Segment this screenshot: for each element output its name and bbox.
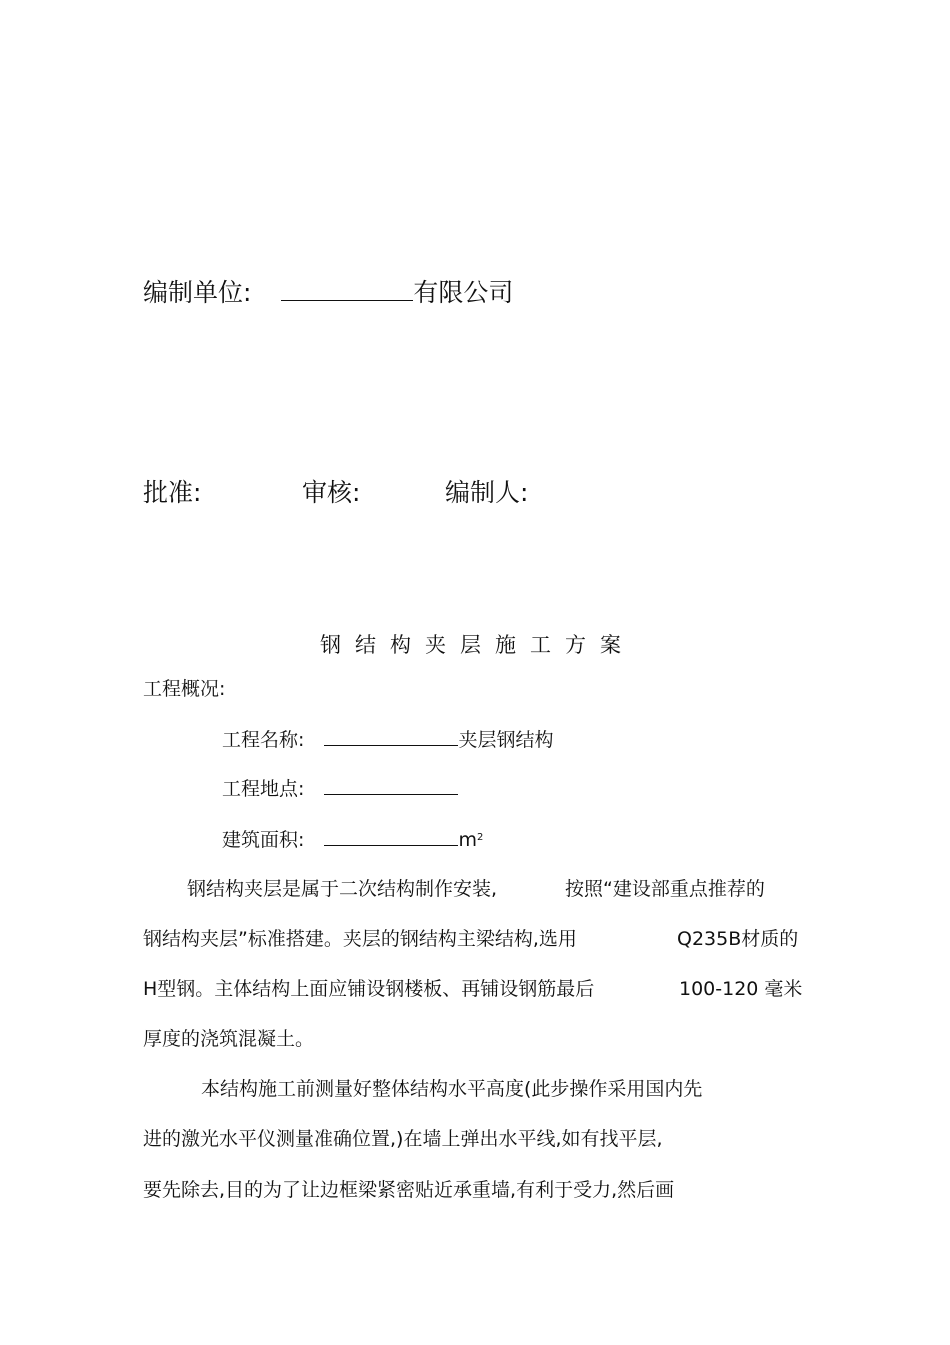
- area-unit: m: [458, 829, 477, 851]
- para2-line3: 要先除去,目的为了让边框梁紧密贴近承重墙,有利于受力,然后画: [143, 1179, 675, 1201]
- compiler-unit-suffix: 有限公司: [413, 278, 514, 307]
- project-site-blank: [324, 794, 458, 795]
- approve-label: 批准:: [143, 478, 202, 507]
- para1-line4: 厚度的浇筑混凝土。: [143, 1028, 315, 1050]
- project-name-blank: [324, 745, 458, 746]
- para1-line1b: 按照“建设部重点推荐的: [565, 878, 765, 900]
- document-title: 钢结构夹层施工方案: [320, 633, 635, 657]
- para2-line2: 进的激光水平仪测量准确位置,)在墙上弹出水平线,如有找平层,: [143, 1128, 663, 1150]
- compiler-unit-line: [143, 278, 513, 308]
- para1-line1a: 钢结构夹层是属于二次结构制作安装,: [187, 878, 498, 900]
- overview-heading: 工程概况:: [143, 678, 226, 700]
- project-name-label: 工程名称:: [222, 729, 305, 751]
- compiler-unit-blank: [281, 300, 413, 301]
- review-label: 审核:: [302, 478, 361, 507]
- project-site-label: 工程地点:: [222, 778, 305, 800]
- para1-line2b: Q235B材质的: [677, 928, 799, 950]
- para1-line2a: 钢结构夹层”标准搭建。夹层的钢结构主梁结构,选用: [143, 928, 577, 950]
- project-name-suffix: 夹层钢结构: [458, 729, 554, 751]
- author-label: 编制人:: [445, 478, 529, 507]
- compiler-unit-label: 编制单位:: [143, 278, 252, 307]
- area-unit-superscript: 2: [476, 832, 484, 843]
- para1-line3a: H型钢。主体结构上面应铺设钢楼板、再铺设钢筋最后: [143, 978, 595, 1000]
- project-site-line: [222, 777, 458, 801]
- building-area-blank: [324, 845, 458, 846]
- building-area-label: 建筑面积:: [222, 829, 305, 851]
- para1-line3b: 100-120 毫米: [679, 978, 803, 1000]
- building-area-line: [222, 828, 483, 852]
- project-name-line: [222, 728, 553, 752]
- para2-line1: 本结构施工前测量好整体结构水平高度(此步操作采用国内先: [201, 1078, 703, 1100]
